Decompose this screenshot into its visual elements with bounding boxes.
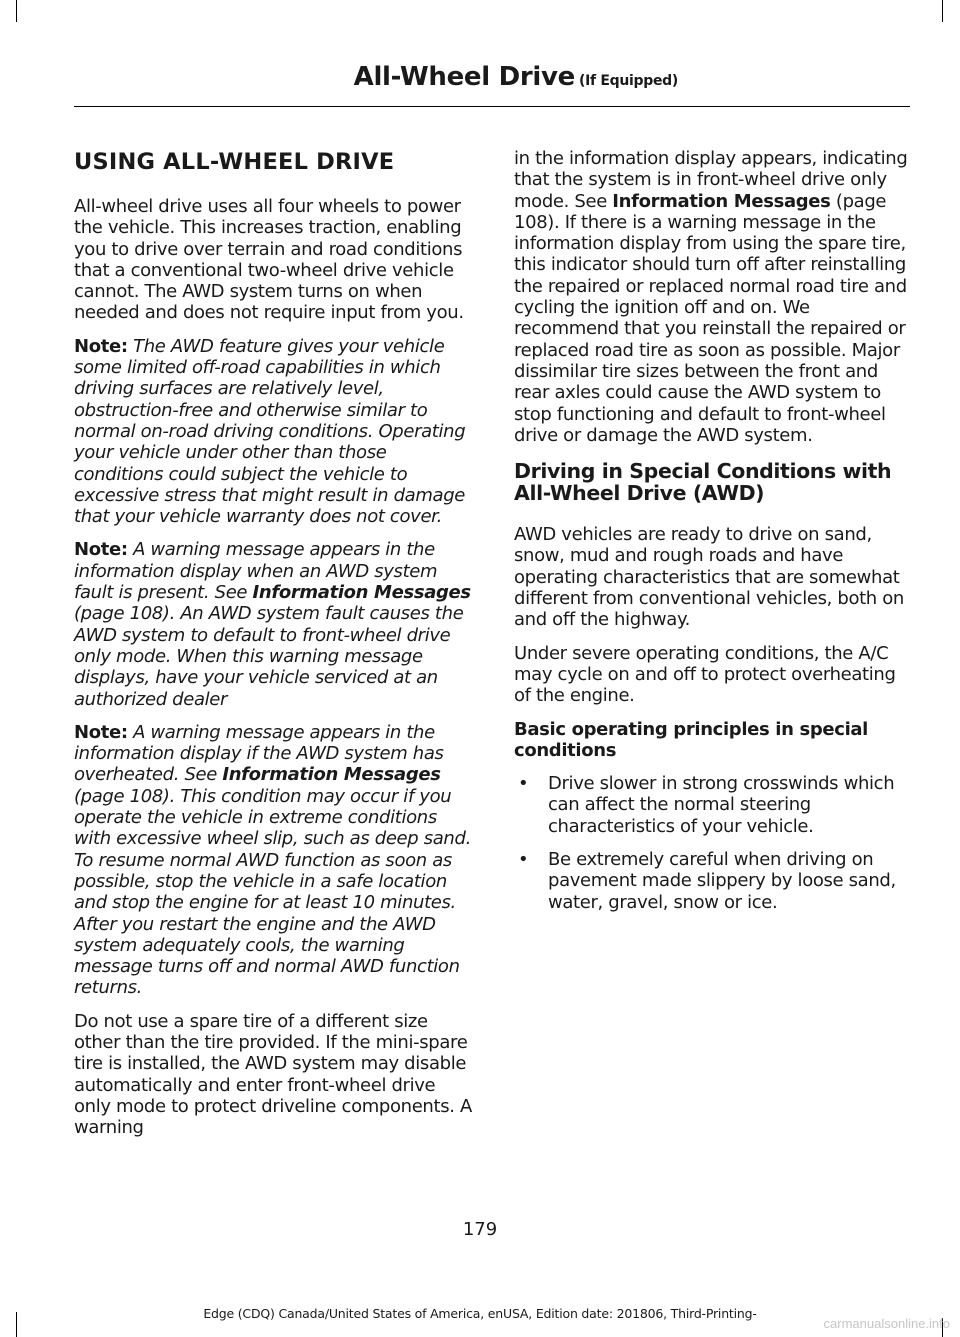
list-item xyxy=(514,773,914,837)
page-number: 179 xyxy=(462,1219,498,1240)
information-messages-link[interactable]: Information Messages xyxy=(612,190,831,212)
section-title: USING ALL-WHEEL DRIVE xyxy=(74,149,395,175)
note-text: (page 108). An AWD system fault causes the AWD system to default to front-wheel drive only mode. When this warning message displays, have your vehicle serviced at an authorized dealer xyxy=(74,603,464,710)
note-label: Note: xyxy=(74,721,128,743)
bullet-icon: • xyxy=(518,773,529,795)
note-text: A warning message appears in the information display if the AWD system has overheated. See xyxy=(74,721,444,786)
principles-list xyxy=(514,773,914,913)
right-column xyxy=(514,148,914,925)
list-item-text: Drive slower in strong crosswinds which can affect the normal steering characteristics of your vehicle. xyxy=(548,773,895,837)
note-text: The AWD feature gives your vehicle some limited off-road capabilities in which driving surfaces are relatively level, obstruction-free and otherwise similar to normal on-road driving conditions. Operating your vehicle under other than those conditions could subject the vehicle to excessive stress that might result in damage that your vehicle warranty does not cover. xyxy=(74,335,466,528)
note-label: Note: xyxy=(74,539,128,561)
note-text: A warning message appears in the information display when an AWD system fault is present. See xyxy=(74,539,438,604)
crop-mark-top-left xyxy=(16,0,17,22)
continuation-text: in the information display appears, indicating that the system is in front-wheel drive only mode. See xyxy=(514,148,908,212)
note-offroad xyxy=(74,336,474,528)
note-label: Note: xyxy=(74,335,128,357)
watermark: carmanualsonline.info xyxy=(823,1316,950,1331)
header-rule xyxy=(74,106,910,107)
continuation-text: (page 108). If there is a warning message in the information display from using the spare tire, this indicator should turn off after reinstalling the repaired or replaced normal road tire and cycling the ignition off and on. We recommend that you reinstall the repaired or replaced road tire as soon as possible. Major dissimilar tire sizes between the front and rear axles could cause the AWD system to stop functioning and default to front-wheel drive or damage the AWD system. xyxy=(514,190,907,446)
information-messages-link[interactable]: Information Messages xyxy=(222,764,441,786)
special-conditions-heading: Driving in Special Conditions with All-Wheel Drive (AWD) xyxy=(514,459,892,506)
bullet-icon: • xyxy=(518,849,529,871)
information-messages-link[interactable]: Information Messages xyxy=(252,582,471,604)
header-title-main: All-Wheel Drive xyxy=(353,62,576,92)
note-text: (page 108). This condition may occur if you operate the vehicle in extreme conditions with excessive wheel slip, such as deep sand. To resume normal AWD function as soon as possible, stop the vehicle in a safe location and stop the engine for at least 10 minutes. After you restart the engine and the AWD system adequately cools, the warning message turns off and normal AWD function returns. xyxy=(74,785,471,999)
list-item xyxy=(514,849,914,913)
continuation-paragraph xyxy=(514,148,914,446)
footer-text: Edge (CDQ) Canada/United States of America, enUSA, Edition date: 201806, Third-Printing- xyxy=(203,1306,757,1321)
crop-mark-top-right xyxy=(942,0,943,22)
note-awd-fault xyxy=(74,539,474,709)
left-column xyxy=(74,148,474,1150)
basic-principles-heading: Basic operating principles in special conditions xyxy=(514,718,869,761)
awd-ready-paragraph: AWD vehicles are ready to drive on sand, snow, mud and rough roads and have operating characteristics that are somewhat different from conventional vehicles, both on and off the highway. xyxy=(514,524,904,631)
page-header-title xyxy=(354,62,678,92)
spare-tire-paragraph: Do not use a spare tire of a different size other than the tire provided. If the mini-spare tire is installed, the AWD system may disable automatically and enter front-wheel drive only mode to protect driveline components. A warning xyxy=(74,1010,472,1139)
intro-paragraph: All-wheel drive uses all four wheels to power the vehicle. This increases traction, enabling you to drive over terrain and road conditions that a conventional two-wheel drive vehicle cannot. The AWD system turns on when needed and does not require input from you. xyxy=(74,196,464,324)
header-title-sub: (If Equipped) xyxy=(579,73,678,89)
note-overheat xyxy=(74,722,474,999)
list-item-text: Be extremely careful when driving on pavement made slippery by loose sand, water, gravel, snow or ice. xyxy=(548,849,896,913)
ac-cycle-paragraph: Under severe operating conditions, the A/C may cycle on and off to protect overheating of the engine. xyxy=(514,642,896,707)
